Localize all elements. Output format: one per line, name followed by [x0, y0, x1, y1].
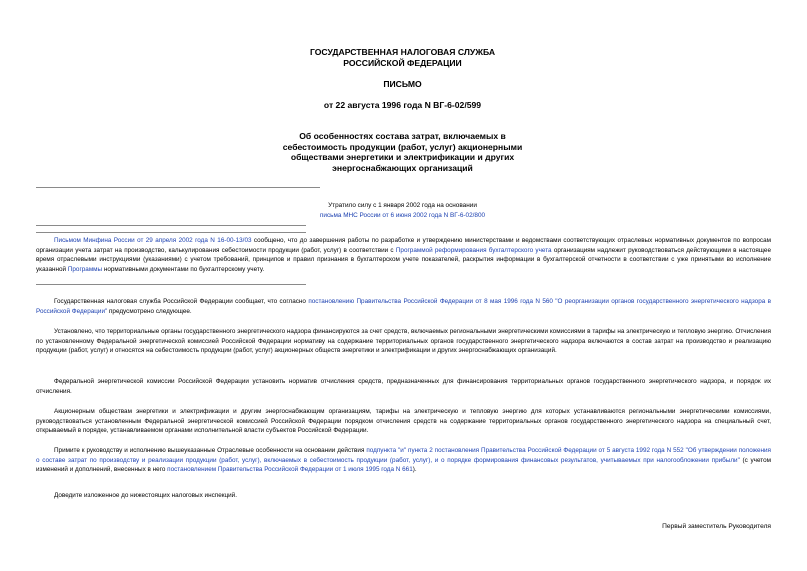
paragraph-2: Установлено, что территориальные органы государственного энергетического надзора финансируются за счет средств, включаемых региональными энергетическими комиссиями в тарифы на электрическую и тепловую энергию. Отчисления по установленному Федеральной энергетической комиссией Российской Федерации нормативу на содержание территориальных органов государственного энергетического надзора включаются в состав затрат на производство и реализацию продукции (работ, услуг) и относятся на себестоимость продукции (работ, услуг) акционерных обществ энергетики и электрификации и других энергоснабжающих организаций.: [36, 328, 771, 355]
program-link[interactable]: Программы: [67, 265, 103, 273]
header-block: [200, 47, 605, 68]
editorial-note: [36, 236, 771, 274]
divider-line: [36, 187, 320, 188]
status-note-text: Утратило силу с 1 января 2002 года на основании: [328, 202, 477, 209]
note-text-2: организациям надлежит руководствоваться действующими в настоящее время отраслевыми инструкциями (указаниями) с учетом требований, принципов и правил признания в бухгалтерском учете показателей, раскрытия информации в бухгалтерской отчетности в соответствии с уже принятыми во исполнение указанной: [36, 246, 771, 273]
reform-program-link[interactable]: Программой реформирования бухгалтерского учета: [395, 246, 552, 254]
subject-line-2: себестоимость продукции (работ, услуг) акционерными: [282, 141, 523, 152]
p1-text-1: Государственная налоговая служба Российской Федерации сообщает, что согласно: [54, 298, 309, 305]
authority-name-2: РОССИЙСКОЙ ФЕДЕРАЦИИ: [343, 57, 462, 68]
note-text-3: нормативными документами по бухгалтерскому учету.: [102, 265, 265, 273]
paragraph-4: Акционерным обществам энергетики и электрификации и другим энергоснабжающим организациям, тарифы на электрическую и тепловую энергию для которых устанавливаются региональными энергетическими комиссиями, руководствоваться установленным Федеральной энергетической комиссией Российской Федерации порядком отчисления средств на содержание территориальных органов государственного энергетического надзора на специальный счет, открываемый в порядке, устанавливаемом органами исполнительной власти субъектов Российской Федерации.: [36, 408, 771, 435]
subject-line-3: обществами энергетики и электрификации и других: [290, 152, 515, 162]
paragraph-5: [36, 446, 771, 475]
subject-line-1: Об особенностях состава затрат, включаемых в: [299, 131, 506, 141]
status-note-link[interactable]: письма МНС России от 6 июня 2002 года N ВГ-6-02/800: [319, 211, 486, 219]
status-note: [230, 201, 575, 220]
resolution-552-link[interactable]: подпункта "и" пункта 2 постановления Правительства Российской Федерации от 5 августа 1992 года N 552 "Об утверждении положения о составе затрат по производству и реализации продукции (работ, услуг), включаемых в себестоимость продукции (работ, услуг), и о порядке формирования финансовых результатов, учитываемых при налогообложении прибыли": [36, 447, 771, 464]
doc-subject: [200, 131, 605, 173]
signature-title: Первый заместитель Руководителя: [662, 523, 771, 530]
subject-line-4: энергоснабжающих организаций: [332, 162, 473, 173]
p5-text-2: (с учетом изменений и дополнений, внесенных в него: [36, 456, 771, 474]
divider-line: [36, 232, 306, 233]
paragraph-1: [36, 297, 771, 316]
paragraph-3: Федеральной энергетической комиссии Российской Федерации установить норматив отчисления средств, предназначенных для финансирования территориальных органов государственного энергетического надзора, и порядок их отчисления.: [36, 378, 771, 395]
resolution-661-link[interactable]: постановлением Правительства Российской Федерации от 1 июля 1995 года N 661: [167, 466, 413, 474]
p1-text-2: предусмотрено следующее.: [107, 307, 192, 315]
divider-line: [36, 284, 306, 285]
note-text-1: сообщено, что до завершения работы по разработке и утверждению министерствами и ведомствами соответствующих отраслевых нормативных документов по вопросам организации учета затрат на производство, калькулирования себестоимости продукции (работ, услуг) в соответствии с: [36, 237, 771, 254]
authority-name-1: ГОСУДАРСТВЕННАЯ НАЛОГОВАЯ СЛУЖБА: [309, 47, 496, 57]
divider-line: [36, 225, 306, 226]
minfin-letter-link[interactable]: Письмом Минфина России от 29 апреля 2002 года N 16-00-13/03: [54, 237, 252, 244]
doc-type: ПИСЬМО: [383, 79, 422, 89]
p5-text-1: Примите к руководству и исполнению вышеуказанные Отраслевые особенности на основании действия: [54, 447, 367, 454]
p5-text-3: ).: [412, 466, 417, 474]
paragraph-6: Доведите изложенное до нижестоящих налоговых инспекций.: [54, 492, 237, 499]
resolution-560-link[interactable]: постановлению Правительства Российской Федерации от 8 мая 1996 года N 560 "О реорганизации органов государственного энергетического надзора в Российской Федерации": [36, 298, 772, 315]
doc-date-number: от 22 августа 1996 года N ВГ-6-02/599: [323, 100, 482, 110]
